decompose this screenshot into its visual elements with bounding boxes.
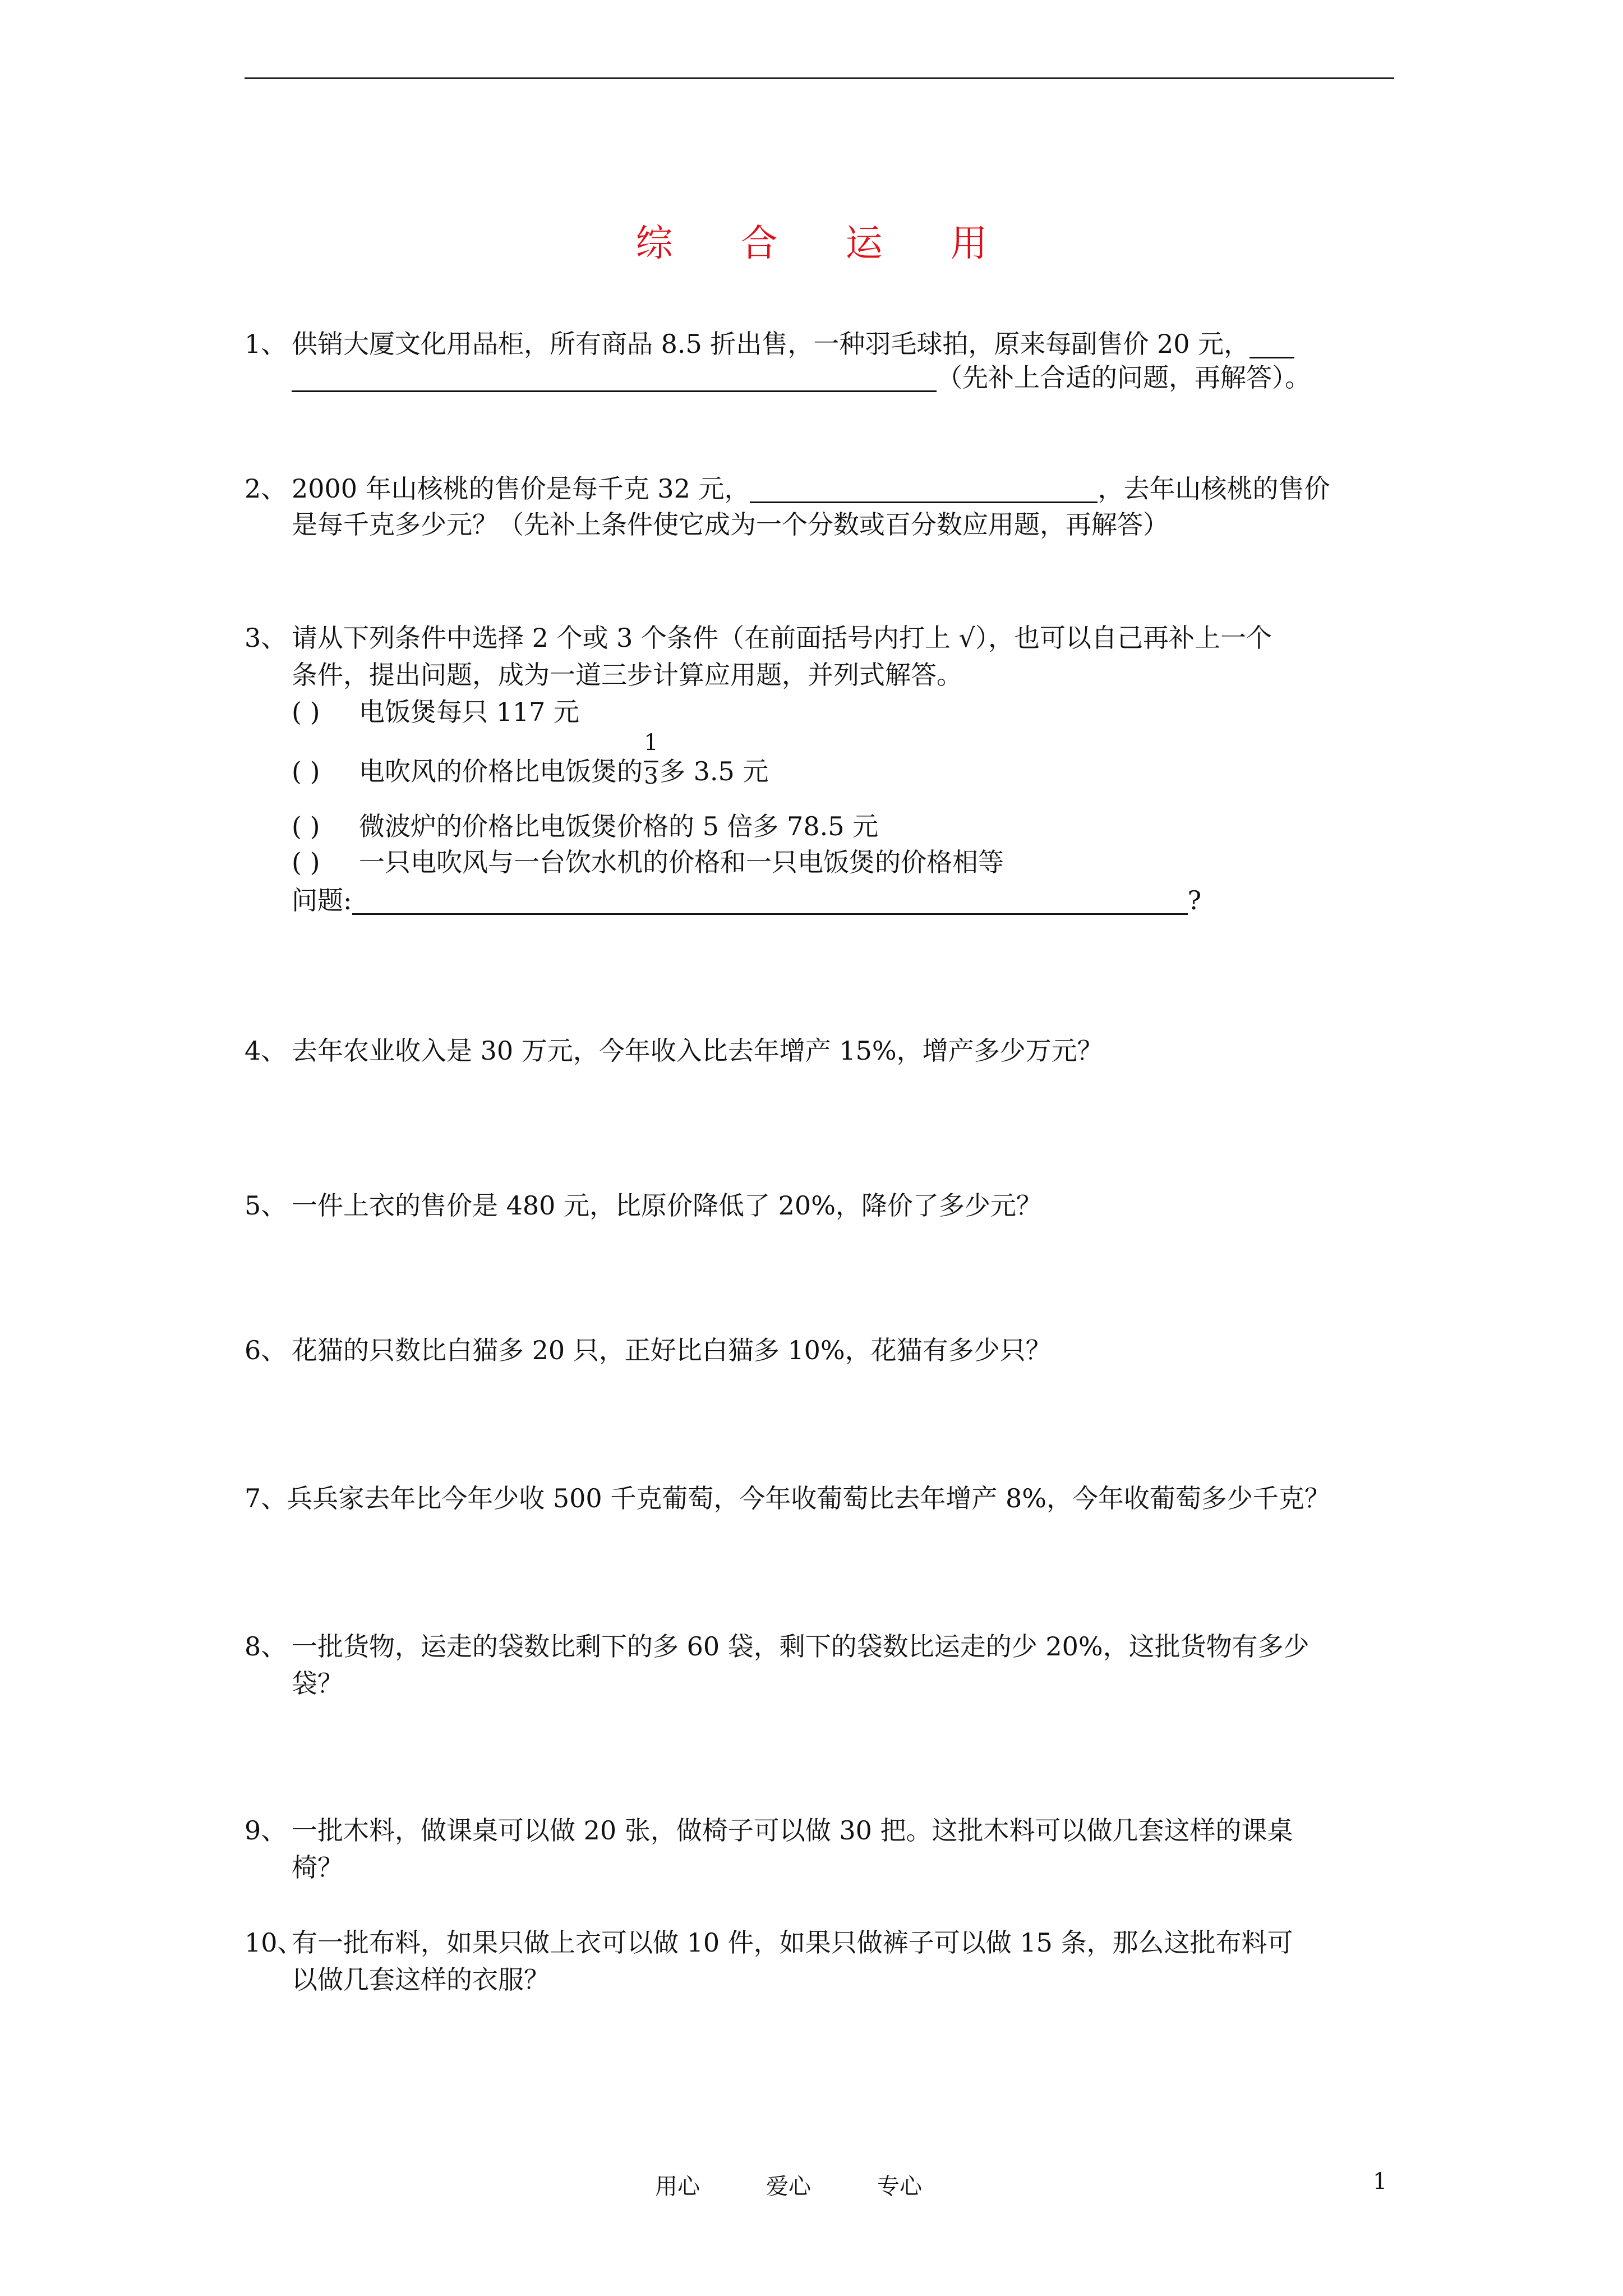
question-text: （先补上合适的问题，再解答）。 xyxy=(937,362,1311,393)
question-8-line-1 xyxy=(245,1631,1394,1662)
question-number: 5、 xyxy=(245,1190,287,1221)
question-number: 8、 xyxy=(245,1631,287,1662)
question-text: 一批货物，运走的袋数比剩下的多 60 袋，剩下的袋数比运走的少 20%，这批货物有多少 xyxy=(292,1631,1310,1662)
question-number: 9、 xyxy=(245,1815,287,1846)
question-text: 2000 年山核桃的售价是每千克 32 元， xyxy=(292,473,750,504)
question-7 xyxy=(245,1485,1394,1511)
footer-left: 用心 xyxy=(655,2174,700,2200)
question-text: 有一批布料，如果只做上衣可以做 10 件，如果只做裤子可以做 15 条，那么这批布料可 xyxy=(292,1927,1293,1958)
page-number: 1 xyxy=(1373,2169,1387,2194)
question-9-line-1 xyxy=(245,1815,1394,1846)
fraction xyxy=(643,730,660,789)
question-number: 3、 xyxy=(245,623,287,653)
condition-text: 一只电吹风与一台饮水机的价格和一只电饭煲的价格相等 xyxy=(359,847,1004,877)
question-number: 10、 xyxy=(245,1927,303,1958)
condition-option xyxy=(292,730,769,789)
checkbox-paren[interactable]: ( ) xyxy=(292,756,320,786)
question-10-line-1 xyxy=(245,1927,1394,1958)
question-text: 花猫的只数比白猫多 20 只，正好比白猫多 10%，花猫有多少只？ xyxy=(292,1335,1052,1365)
question-text: 请从下列条件中选择 2 个或 3 个条件（在前面括号内打上 √），也可以自己再补上一个 xyxy=(292,623,1272,653)
question-text: 一件上衣的售价是 480 元，比原价降低了 20%，降价了多少元？ xyxy=(292,1190,1042,1221)
question-label: 问题: xyxy=(292,885,352,915)
question-8-line-2: 袋？ xyxy=(292,1668,343,1699)
condition-option xyxy=(292,849,1004,875)
answer-blank[interactable] xyxy=(750,476,1098,503)
fraction-bar xyxy=(644,761,658,762)
question-3-line-1 xyxy=(245,625,1394,651)
question-9-line-2: 椅？ xyxy=(292,1852,343,1883)
question-number: 7、 xyxy=(245,1483,287,1513)
condition-text: 电饭煲每只 117 元 xyxy=(359,697,580,727)
answer-blank[interactable] xyxy=(352,887,1188,915)
question-text: ，去年山核桃的售价 xyxy=(1098,473,1330,504)
question-text: 去年农业收入是 30 万元，今年收入比去年增产 15%，增产多少万元？ xyxy=(292,1036,1103,1066)
answer-blank[interactable] xyxy=(292,365,937,392)
question-1-line-1 xyxy=(245,331,1394,358)
question-text: 供销大厦文化用品柜，所有商品 8.5 折出售，一种羽毛球拍，原来每副售价 20 元， xyxy=(292,329,1250,359)
question-2-line-2: 是每千克多少元？（先补上条件使它成为一个分数或百分数应用题，再解答） xyxy=(292,509,1169,540)
question-3-prompt xyxy=(292,887,1201,915)
question-5 xyxy=(245,1190,1394,1221)
footer-right: 专心 xyxy=(877,2174,922,2200)
question-3-line-2: 条件，提出问题，成为一道三步计算应用题，并列式解答。 xyxy=(292,660,962,690)
condition-text: 电吹风的价格比电饭煲的 xyxy=(359,756,643,786)
question-number: 1、 xyxy=(245,329,287,359)
question-number: 6、 xyxy=(245,1335,287,1365)
checkbox-paren[interactable]: ( ) xyxy=(292,811,320,841)
answer-blank[interactable] xyxy=(1249,331,1294,358)
question-1-line-2 xyxy=(292,362,1311,393)
fraction-numerator: 1 xyxy=(644,730,658,756)
condition-text: 多 3.5 元 xyxy=(660,756,769,786)
question-6 xyxy=(245,1337,1394,1363)
page-title: 综 合 运 用 xyxy=(635,222,1016,265)
checkbox-paren[interactable]: ( ) xyxy=(292,847,320,877)
footer-middle: 爱心 xyxy=(766,2174,811,2200)
header-rule xyxy=(245,77,1394,79)
question-text: 兵兵家去年比今年少收 500 千克葡萄，今年收葡萄比去年增产 8%，今年收葡萄多少千克？ xyxy=(287,1483,1330,1513)
question-10-line-2: 以做几套这样的衣服？ xyxy=(292,1964,550,1995)
condition-text: 微波炉的价格比电饭煲价格的 5 倍多 78.5 元 xyxy=(359,811,879,841)
question-text: 一批木料，做课桌可以做 20 张，做椅子可以做 30 把。这批木料可以做几套这样的课桌 xyxy=(292,1815,1293,1846)
question-number: 4、 xyxy=(245,1036,287,1066)
question-2-line-1 xyxy=(245,473,1394,504)
condition-option xyxy=(292,699,579,725)
fraction-denominator: 3 xyxy=(644,763,658,789)
question-4 xyxy=(245,1038,1394,1064)
question-number: 2、 xyxy=(245,473,287,504)
condition-option xyxy=(292,813,878,839)
question-mark: ? xyxy=(1187,885,1202,915)
checkbox-paren[interactable]: ( ) xyxy=(292,697,320,727)
